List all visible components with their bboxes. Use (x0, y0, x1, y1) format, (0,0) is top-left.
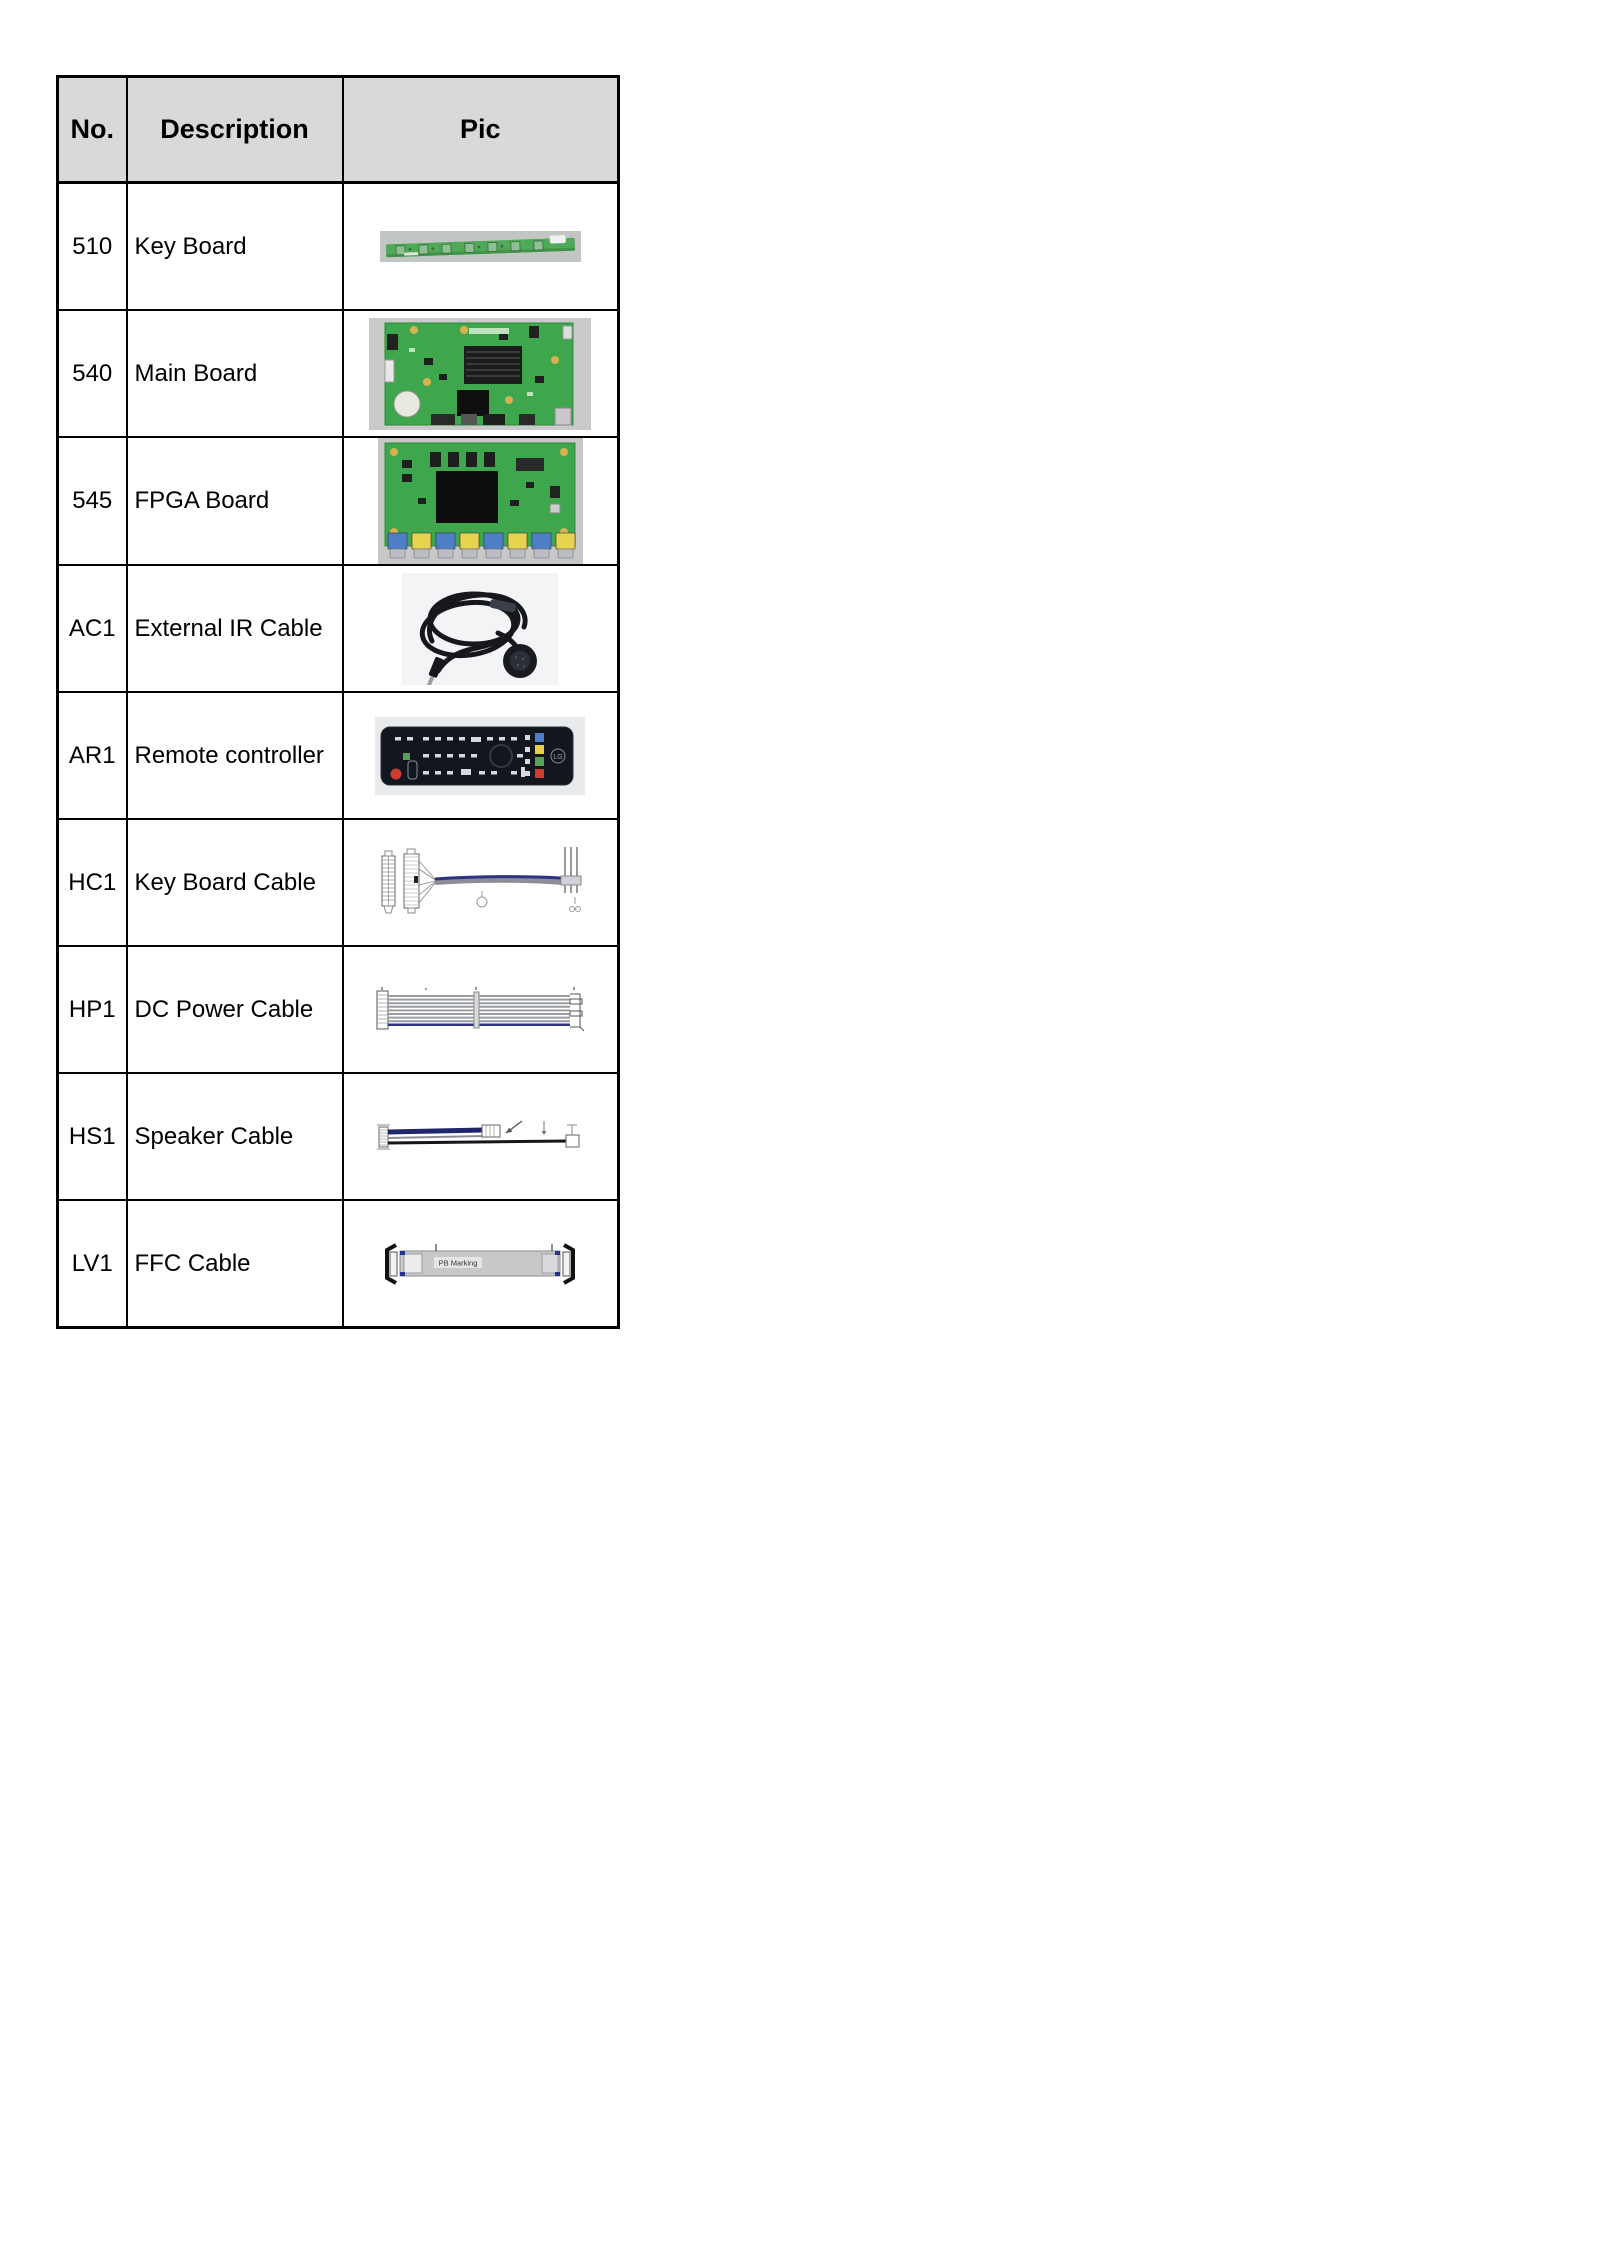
fpga-board-photo-image (378, 438, 583, 564)
header-pic: Pic (343, 77, 619, 183)
part-number: 510 (58, 183, 127, 311)
header-no: No. (58, 77, 127, 183)
main-board-photo-image (369, 318, 591, 430)
part-pic-cell (343, 565, 619, 692)
part-pic-cell (343, 1200, 619, 1328)
remote-controller-photo-image (375, 717, 585, 795)
part-description: FPGA Board (127, 437, 343, 565)
part-number: LV1 (58, 1200, 127, 1328)
table-row (58, 437, 619, 565)
table-row (58, 819, 619, 946)
part-description: Speaker Cable (127, 1073, 343, 1200)
lg-logo: LG (553, 753, 563, 761)
part-description: Key Board (127, 183, 343, 311)
table-row (58, 1200, 619, 1328)
key-board-photo-image (380, 231, 581, 262)
part-description: FFC Cable (127, 1200, 343, 1328)
external-ir-cable-photo-image (402, 573, 558, 685)
part-description: Key Board Cable (127, 819, 343, 946)
part-description: Main Board (127, 310, 343, 437)
part-pic-cell (343, 183, 619, 311)
speaker-cable-drawing-image (376, 1117, 584, 1157)
part-number: HC1 (58, 819, 127, 946)
parts-table (56, 75, 620, 1329)
part-number: AC1 (58, 565, 127, 692)
part-pic-cell (343, 437, 619, 565)
part-number: AR1 (58, 692, 127, 819)
part-number: 545 (58, 437, 127, 565)
part-pic-cell (343, 946, 619, 1073)
ffc-marking-label: PB Marking (438, 1258, 478, 1267)
part-number: HS1 (58, 1073, 127, 1200)
part-description: DC Power Cable (127, 946, 343, 1073)
part-pic-cell (343, 819, 619, 946)
table-row (58, 565, 619, 692)
part-number: 540 (58, 310, 127, 437)
table-header-row (58, 77, 619, 183)
table-row (58, 310, 619, 437)
table-row (58, 946, 619, 1073)
ffc-cable-drawing-image (374, 1242, 586, 1286)
header-description: Description (127, 77, 343, 183)
part-pic-cell (343, 1073, 619, 1200)
dc-power-cable-drawing-image (374, 986, 586, 1034)
table-row (58, 183, 619, 311)
part-number: HP1 (58, 946, 127, 1073)
part-description: External IR Cable (127, 565, 343, 692)
table-row (58, 1073, 619, 1200)
table-row (58, 692, 619, 819)
key-board-cable-drawing-image (377, 847, 583, 919)
part-pic-cell (343, 310, 619, 437)
part-description: Remote controller (127, 692, 343, 819)
part-pic-cell (343, 692, 619, 819)
